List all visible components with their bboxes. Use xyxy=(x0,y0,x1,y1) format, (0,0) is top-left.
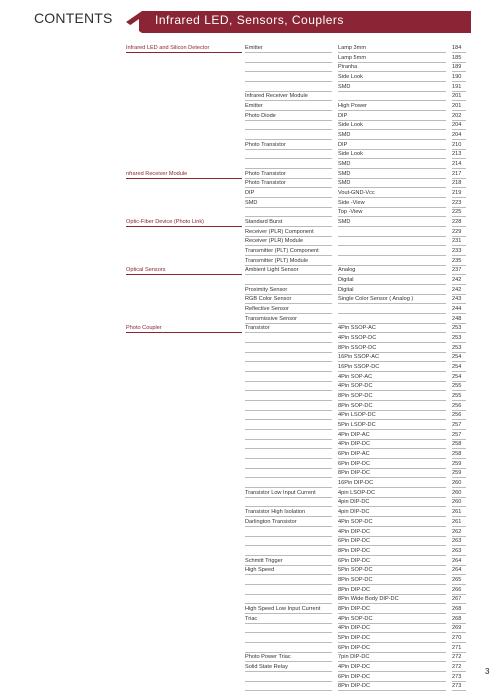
toc-page: 260 xyxy=(452,489,462,496)
toc-type: Side Look xyxy=(338,122,363,129)
toc-row[interactable] xyxy=(0,247,499,256)
toc-type: 5Pin LSOP-DC xyxy=(338,422,376,429)
toc-item: Transistor xyxy=(245,325,270,332)
toc-row[interactable] xyxy=(0,112,499,121)
toc-row[interactable] xyxy=(0,102,499,111)
toc-row[interactable] xyxy=(0,624,499,633)
toc-type: 8Pin DIP-DC xyxy=(338,586,371,593)
toc-item: Infrared Receiver Module xyxy=(245,93,308,100)
toc-type: Single Color Sensor ( Analog ) xyxy=(338,296,414,303)
toc-row[interactable] xyxy=(0,276,499,285)
toc-row[interactable] xyxy=(0,440,499,449)
toc-page: 228 xyxy=(452,219,462,226)
toc-page: 204 xyxy=(452,132,462,139)
toc-row[interactable] xyxy=(0,63,499,72)
toc-item: Photo Transistor xyxy=(245,180,286,187)
toc-page: 217 xyxy=(452,170,462,177)
toc-type: 4Pin DIP-DC xyxy=(338,625,371,632)
toc-page: 244 xyxy=(452,306,462,313)
toc-row[interactable] xyxy=(0,498,499,507)
toc-page: 257 xyxy=(452,431,462,438)
toc-type: 16Pin DIP-DC xyxy=(338,480,374,487)
page-number: 3 xyxy=(485,667,490,676)
toc-type: 6Pin DIP-AC xyxy=(338,451,370,458)
toc-item: Solid State Relay xyxy=(245,663,288,670)
toc-row[interactable] xyxy=(0,537,499,546)
toc-page: 233 xyxy=(452,248,462,255)
toc-category: Optic-Fiber Device (Photo Link) xyxy=(126,219,205,226)
toc-page: 184 xyxy=(452,45,462,51)
toc-item: Proximity Sensor xyxy=(245,286,288,293)
toc-item: High Speed Low Input Current xyxy=(245,605,321,612)
toc-type: 6Pin DIP-DC xyxy=(338,673,371,680)
toc-type: Side Look xyxy=(338,151,363,158)
toc-row[interactable] xyxy=(0,489,499,498)
toc-row[interactable] xyxy=(0,170,499,179)
toc-row[interactable] xyxy=(0,189,499,198)
toc-row[interactable] xyxy=(0,334,499,343)
toc-row[interactable] xyxy=(0,528,499,537)
toc-row[interactable] xyxy=(0,460,499,469)
toc-type: 6Pin DIP-DC xyxy=(338,557,371,564)
toc-row[interactable] xyxy=(0,615,499,624)
toc-type: 4Pin LSOP-DC xyxy=(338,412,376,419)
toc-page: 266 xyxy=(452,586,462,593)
toc-page: 218 xyxy=(452,180,462,187)
toc-type: 5Pin DIP-DC xyxy=(338,634,371,641)
toc-type: Lamp 3mm xyxy=(338,45,366,51)
toc-page: 190 xyxy=(452,74,462,80)
toc-row[interactable] xyxy=(0,566,499,575)
toc-type: 4Pin DIP-DC xyxy=(338,441,371,448)
toc-item: Emitter xyxy=(245,103,263,110)
toc-page: 268 xyxy=(452,615,462,622)
toc-type: DIP xyxy=(338,141,348,148)
toc-page: 261 xyxy=(452,518,462,525)
toc-page: 210 xyxy=(452,141,462,148)
toc-page: 225 xyxy=(452,209,462,216)
toc-category: Optical Sensors xyxy=(126,267,166,274)
toc-row[interactable] xyxy=(0,315,499,324)
toc-row[interactable] xyxy=(0,450,499,459)
toc-item: Photo Transistor xyxy=(245,141,286,148)
toc-item: Reflective Sensor xyxy=(245,306,289,313)
toc-page: 262 xyxy=(452,528,462,535)
toc-type: SMD xyxy=(338,83,351,90)
toc-item: Schmitt Trigger xyxy=(245,557,283,564)
toc-type: Lamp 5mm xyxy=(338,54,366,61)
toc-row[interactable] xyxy=(0,228,499,237)
toc-type: SMD xyxy=(338,170,351,177)
toc-type: High Power xyxy=(338,103,367,110)
toc-page: 223 xyxy=(452,199,462,206)
toc-row[interactable] xyxy=(0,324,499,333)
toc-item: Photo Transistor xyxy=(245,170,286,177)
header-notch-inner xyxy=(129,19,139,33)
toc-type: Side -View xyxy=(338,199,365,206)
toc-row[interactable] xyxy=(0,663,499,672)
toc-type: Top -View xyxy=(338,209,363,216)
toc-row[interactable] xyxy=(0,92,499,101)
toc-row[interactable] xyxy=(0,83,499,92)
toc-row[interactable] xyxy=(0,682,499,691)
toc-page: 259 xyxy=(452,470,462,477)
toc-item: Photo Diode xyxy=(245,112,276,119)
toc-row[interactable] xyxy=(0,141,499,150)
toc-page: 213 xyxy=(452,151,462,158)
toc-row[interactable] xyxy=(0,218,499,227)
toc-row[interactable] xyxy=(0,421,499,430)
toc-page: 229 xyxy=(452,228,462,235)
toc-type: 8Pin DIP-DC xyxy=(338,547,371,554)
toc-type: 4Pin DIP-DC xyxy=(338,528,371,535)
toc-page: 254 xyxy=(452,364,462,371)
toc-row[interactable] xyxy=(0,508,499,517)
toc-page: 202 xyxy=(452,112,462,119)
toc-item: Transmitter (PLT) Module xyxy=(245,257,309,264)
toc-type: 8Pin SOP-DC xyxy=(338,402,373,409)
toc-type: 4pin DIP-DC xyxy=(338,509,370,516)
toc-row[interactable] xyxy=(0,373,499,382)
toc-page: 201 xyxy=(452,103,462,110)
toc-type: 6Pin DIP-DC xyxy=(338,644,371,651)
toc-row[interactable] xyxy=(0,179,499,188)
toc-row[interactable] xyxy=(0,121,499,130)
toc-row[interactable] xyxy=(0,208,499,217)
toc-page: 237 xyxy=(452,267,462,274)
toc-row[interactable] xyxy=(0,257,499,266)
toc-page: 256 xyxy=(452,402,462,409)
toc-type: 8Pin SOP-DC xyxy=(338,576,373,583)
toc-page: 256 xyxy=(452,412,462,419)
toc-item: Transistor Low Input Current xyxy=(245,489,316,496)
toc-type: 4pin LSOP-DC xyxy=(338,489,375,496)
toc-type: 4Pin SOP-DC xyxy=(338,383,373,390)
toc-row[interactable] xyxy=(0,73,499,82)
toc-row[interactable] xyxy=(0,266,499,275)
toc-item: RGB Color Sensor xyxy=(245,296,292,303)
toc-page: 204 xyxy=(452,122,462,129)
toc-type: SMD xyxy=(338,180,351,187)
toc-item: Transmitter (PLT) Component xyxy=(245,248,319,255)
toc-row[interactable] xyxy=(0,382,499,391)
toc-row[interactable] xyxy=(0,392,499,401)
toc-item: Transmissive Sensor xyxy=(245,315,298,322)
toc-item: Ambient Light Sensor xyxy=(245,267,299,274)
toc-type: 4Pin DIP-DC xyxy=(338,663,371,670)
toc-row[interactable] xyxy=(0,237,499,246)
toc-type: SMD xyxy=(338,161,351,168)
toc-row[interactable] xyxy=(0,160,499,169)
toc-type: 4Pin SOP-DC xyxy=(338,518,373,525)
toc-row[interactable] xyxy=(0,344,499,353)
toc-page: 258 xyxy=(452,441,462,448)
toc-page: 265 xyxy=(452,576,462,583)
toc-page: 253 xyxy=(452,325,462,332)
toc-type: 4Pin DIP-AC xyxy=(338,431,370,438)
toc-row[interactable] xyxy=(0,605,499,614)
toc-page: 191 xyxy=(452,83,462,90)
toc-row[interactable] xyxy=(0,131,499,140)
toc-row[interactable] xyxy=(0,644,499,653)
toc-row[interactable] xyxy=(0,595,499,604)
toc-page: 267 xyxy=(452,596,462,603)
toc-type: 16Pin SSOP-DC xyxy=(338,364,380,371)
toc-item: DIP xyxy=(245,190,255,197)
toc-type: 8Pin SOP-DC xyxy=(338,393,373,400)
toc-item: Receiver (PLR) Component xyxy=(245,228,314,235)
toc-type: 4pin DIP-DC xyxy=(338,499,370,506)
row-rule xyxy=(338,690,446,691)
toc-page: 248 xyxy=(452,315,462,322)
toc-page: 255 xyxy=(452,393,462,400)
toc-page: 263 xyxy=(452,547,462,554)
toc-page: 257 xyxy=(452,422,462,429)
toc-category: nfrared Receiver Module xyxy=(126,170,188,177)
toc-item: Standard Burst xyxy=(245,219,283,226)
toc-page: 260 xyxy=(452,480,462,487)
toc-type: 16Pin SSOP-AC xyxy=(338,354,380,361)
toc-row[interactable] xyxy=(0,295,499,304)
toc-row[interactable] xyxy=(0,431,499,440)
toc-item: High Speed xyxy=(245,567,275,574)
toc-page: 269 xyxy=(452,625,462,632)
toc-page: 243 xyxy=(452,296,462,303)
toc-type: 4Pin SOP-AC xyxy=(338,373,373,380)
toc-page: 189 xyxy=(452,64,462,71)
toc-item: SMD xyxy=(245,199,258,206)
toc-page: 264 xyxy=(452,567,462,574)
toc-page: 254 xyxy=(452,373,462,380)
section-title: Infrared LED, Sensors, Couplers xyxy=(155,13,344,27)
toc-type: DIP xyxy=(338,112,348,119)
toc-type: 4Pin SSOP-DC xyxy=(338,335,377,342)
toc-item: Emitter xyxy=(245,45,263,51)
toc-item: Triac xyxy=(245,615,258,622)
toc-row[interactable] xyxy=(0,402,499,411)
toc-page: 271 xyxy=(452,644,462,651)
toc-type: 6Pin DIP-DC xyxy=(338,538,371,545)
toc-page: 201 xyxy=(452,93,462,100)
toc-row[interactable] xyxy=(0,547,499,556)
toc-type: 8Pin DIP-DC xyxy=(338,470,371,477)
toc-page: 258 xyxy=(452,451,462,458)
toc-type: Vout-GND-Vcc xyxy=(338,190,375,197)
toc-page: 253 xyxy=(452,344,462,351)
toc-row[interactable] xyxy=(0,363,499,372)
toc-row[interactable] xyxy=(0,305,499,314)
toc-type: 4Pin SSOP-AC xyxy=(338,325,376,332)
toc-page: 273 xyxy=(452,683,462,690)
toc-type: SMD xyxy=(338,219,351,226)
toc-page: 255 xyxy=(452,383,462,390)
toc-type: 8Pin Wide Body DIP-DC xyxy=(338,596,399,603)
toc-type: 6Pin DIP-DC xyxy=(338,460,371,467)
toc-page: 263 xyxy=(452,538,462,545)
toc-type: SMD xyxy=(338,132,351,139)
toc-page: 242 xyxy=(452,277,462,284)
row-rule xyxy=(245,690,332,691)
toc-type: Digital xyxy=(338,286,354,293)
toc-page: 264 xyxy=(452,557,462,564)
toc-page: 231 xyxy=(452,238,462,245)
toc-row[interactable] xyxy=(0,673,499,682)
toc-row[interactable] xyxy=(0,150,499,159)
toc-type: 8Pin DIP-DC xyxy=(338,683,371,690)
toc-row[interactable] xyxy=(0,353,499,362)
toc-page: 272 xyxy=(452,663,462,670)
toc-row[interactable] xyxy=(0,518,499,527)
toc-row[interactable] xyxy=(0,286,499,295)
toc-type: Analog xyxy=(338,267,356,274)
toc-row[interactable] xyxy=(0,653,499,662)
toc-item: Photo Power Triac xyxy=(245,654,291,661)
toc-page: 259 xyxy=(452,460,462,467)
toc-item: Darlington Transistor xyxy=(245,518,297,525)
toc-page: 214 xyxy=(452,161,462,168)
toc-page: 270 xyxy=(452,634,462,641)
toc-page: 260 xyxy=(452,499,462,506)
toc-page: 219 xyxy=(452,190,462,197)
toc-page: 272 xyxy=(452,654,462,661)
toc-type: Piranha xyxy=(338,64,358,71)
toc-row[interactable] xyxy=(0,54,499,63)
toc-row[interactable] xyxy=(0,557,499,566)
toc-page: 242 xyxy=(452,286,462,293)
toc-row[interactable] xyxy=(0,634,499,643)
toc-type: Digital xyxy=(338,277,354,284)
toc-type: 8Pin DIP-DC xyxy=(338,605,371,612)
toc-item: Receiver (PLR) Module xyxy=(245,238,304,245)
toc-type: 8Pin SSOP-DC xyxy=(338,344,377,351)
toc-category: Infrared LED and Silicon Detector xyxy=(126,45,210,51)
toc-category: Photo Coupler xyxy=(126,325,162,332)
toc-page: 185 xyxy=(452,54,462,61)
toc-page: 268 xyxy=(452,605,462,612)
row-rule xyxy=(452,690,466,691)
toc-row[interactable] xyxy=(0,199,499,208)
toc-page: 261 xyxy=(452,509,462,516)
toc-item: Transistor High Isolation xyxy=(245,509,306,516)
toc-row[interactable] xyxy=(0,44,499,53)
toc-row[interactable] xyxy=(0,479,499,488)
contents-heading: CONTENTS xyxy=(34,10,113,26)
toc-page: 254 xyxy=(452,354,462,361)
toc-page: 273 xyxy=(452,673,462,680)
toc-page: 253 xyxy=(452,335,462,342)
toc-type: 5Pin SOP-DC xyxy=(338,567,373,574)
toc-row[interactable] xyxy=(0,411,499,420)
toc-row[interactable] xyxy=(0,576,499,585)
toc-row[interactable] xyxy=(0,586,499,595)
toc-type: Side Look xyxy=(338,74,363,80)
toc-type: 7pin DIP-DC xyxy=(338,654,370,661)
toc-page: 235 xyxy=(452,257,462,264)
toc-type: 4Pin SOP-DC xyxy=(338,615,373,622)
toc-row[interactable] xyxy=(0,469,499,478)
